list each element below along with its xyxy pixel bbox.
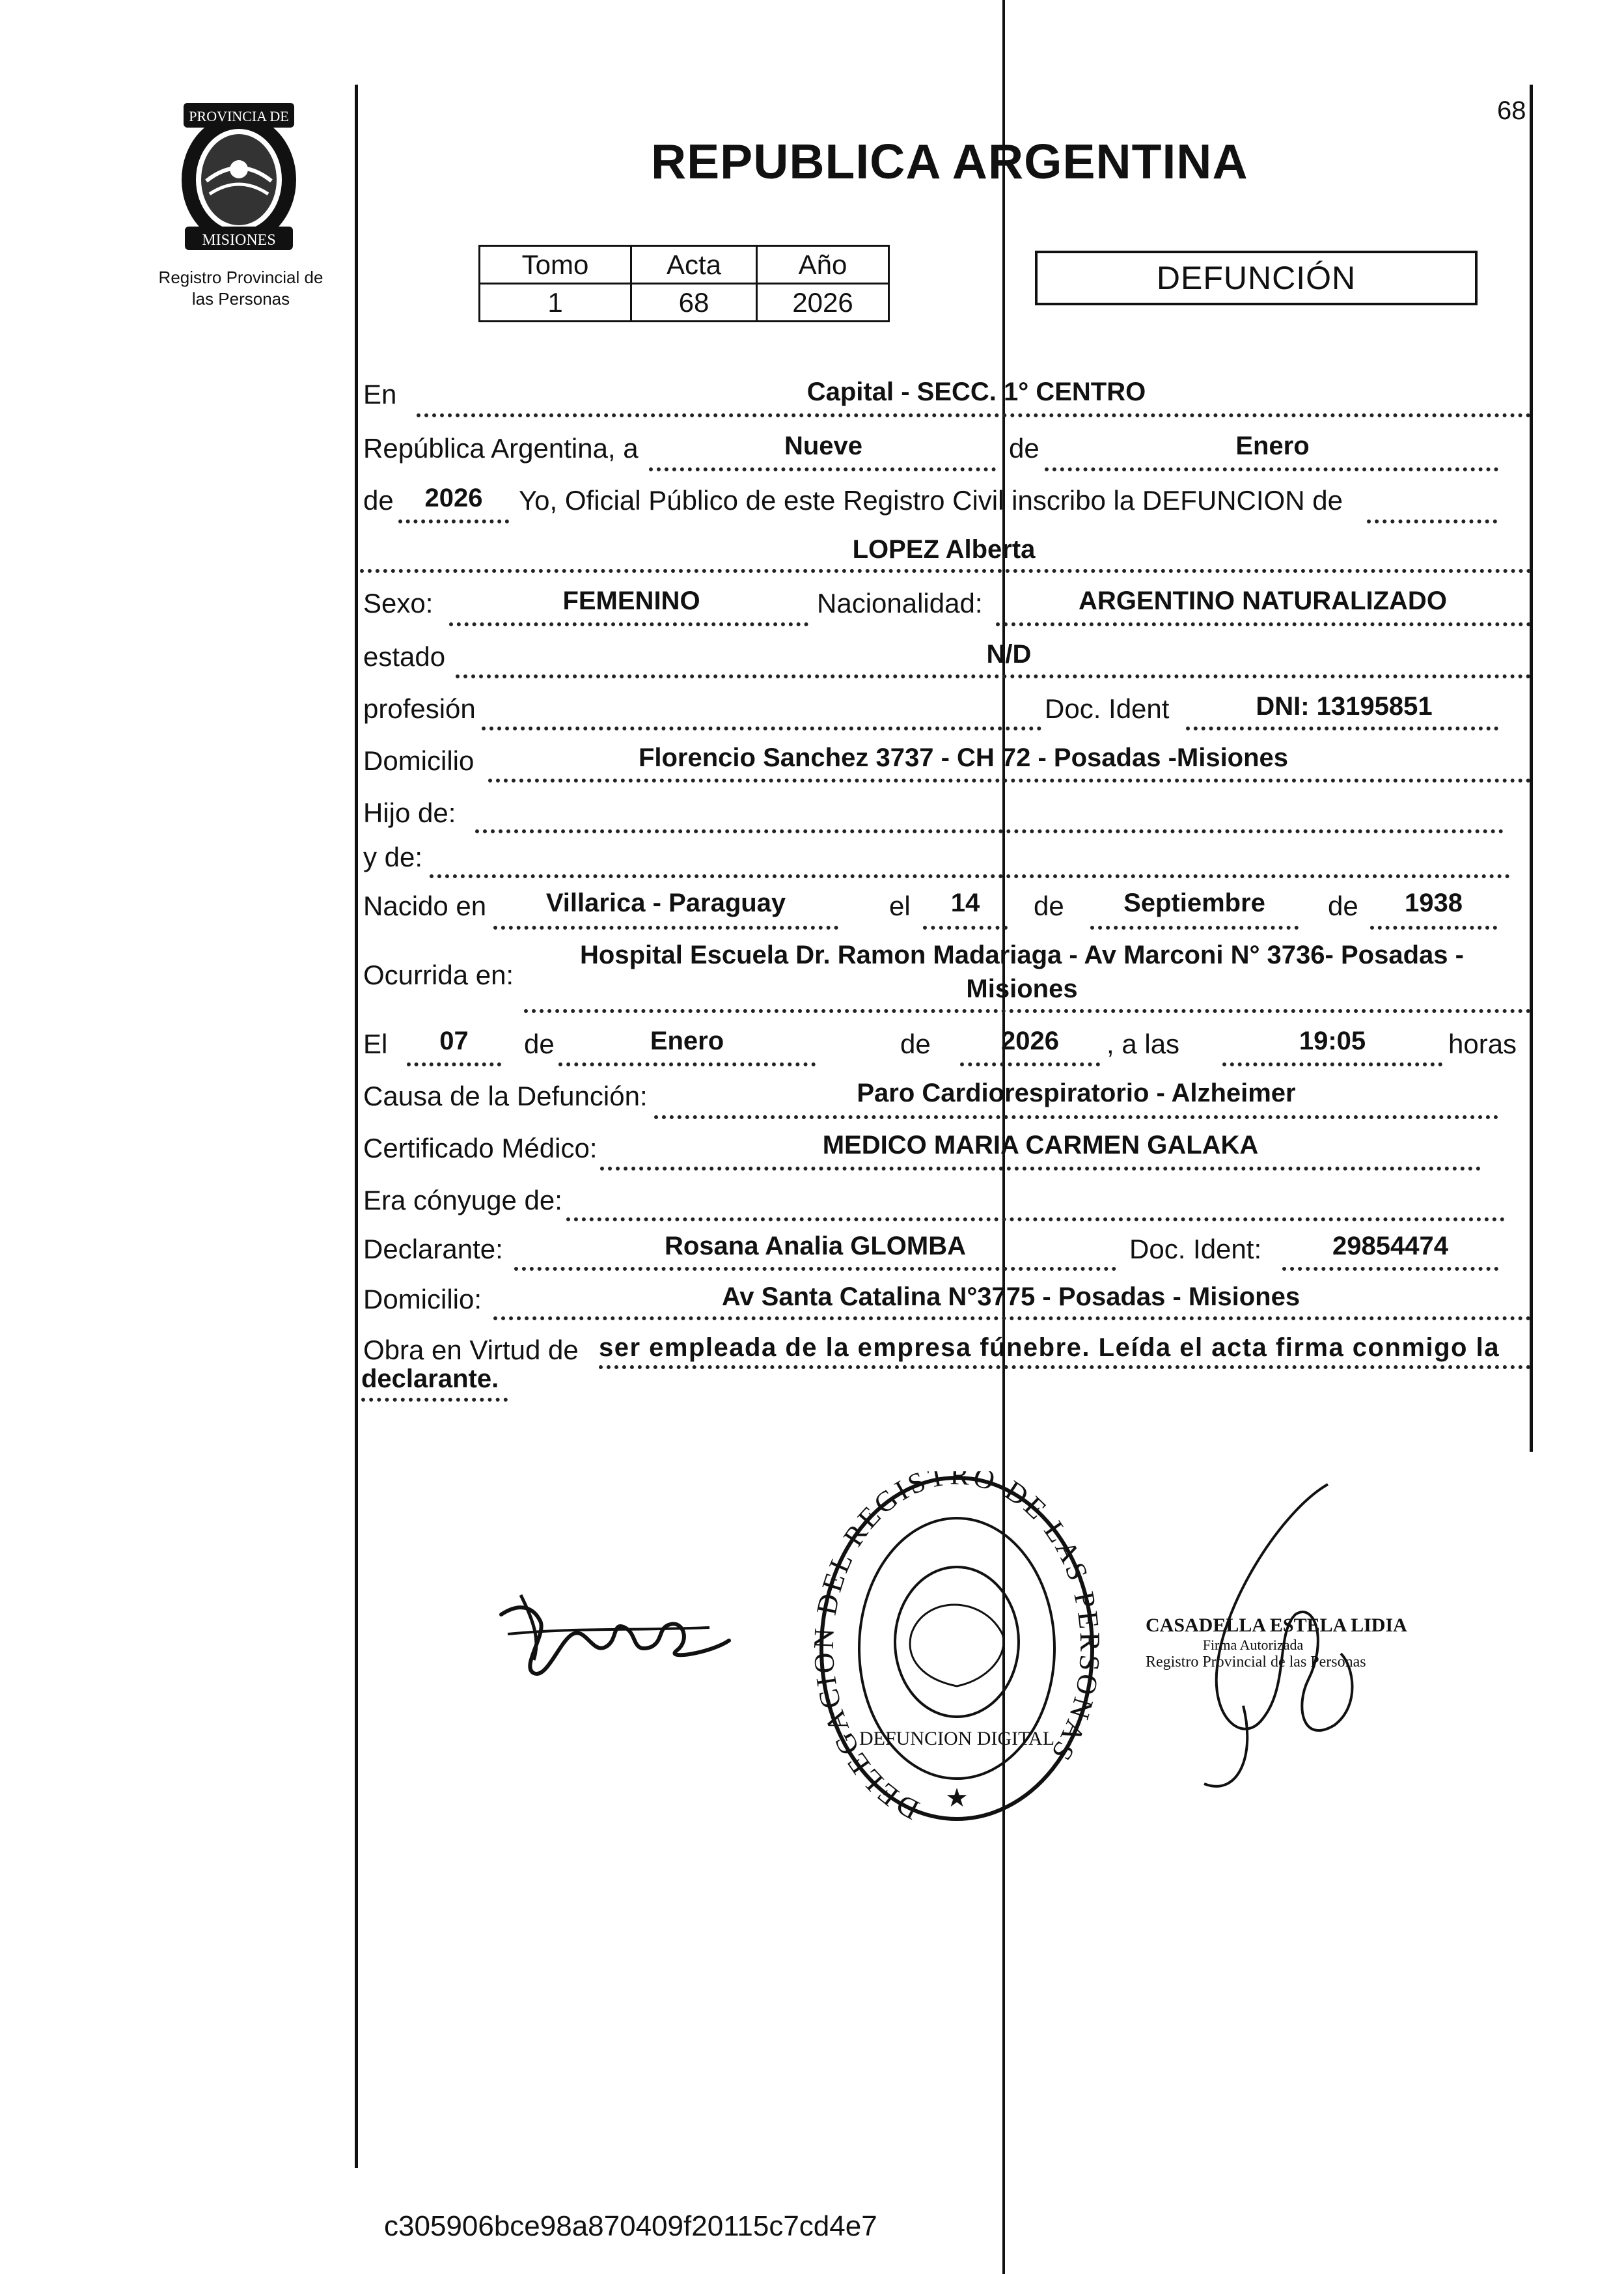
label-de-nac-anio: de (1328, 891, 1358, 921)
value-dni: DNI: 13195851 (1256, 692, 1433, 721)
rule-def-hora (1222, 1062, 1442, 1066)
svg-text:DELEGACIÓN DEL REGISTRO DE LAS: DELEGAC DEL REGISTRO DE LAS P NAS (814, 1471, 1100, 1826)
value-def-mes: Enero (650, 1027, 724, 1055)
value-sexo: FEMENINO (562, 587, 700, 615)
value-declarante: Rosana Analia GLOMBA (664, 1232, 967, 1260)
value-def-hora: 19:05 (1299, 1027, 1366, 1055)
rule-nacionalidad (996, 622, 1531, 626)
label-obra: Obra en Virtud de (363, 1335, 579, 1365)
label-nacido-en: Nacido en (363, 891, 487, 921)
label-republica: República Argentina, a (363, 433, 639, 464)
province-emblem (171, 96, 307, 253)
value-nacionalidad: ARGENTINO NATURALIZADO (1079, 587, 1447, 615)
doc-type-box: DEFUNCIÓN (1035, 251, 1478, 305)
label-causa: Causa de la Defunción: (363, 1081, 648, 1111)
rule-anio (398, 520, 509, 523)
svg-text:★: ★ (945, 1784, 969, 1812)
official-office: Registro Provincial de las Personas (1146, 1654, 1366, 1671)
page-number: 68 (1497, 96, 1526, 125)
declarant-signature (495, 1562, 755, 1693)
label-el-def: El (363, 1029, 388, 1059)
rule-sexo (449, 622, 808, 626)
svg-text:PROVINCIA DE: PROVINCIA DE (189, 108, 289, 124)
rule-dia (649, 467, 996, 471)
official-name-stamp (1146, 1615, 1419, 1671)
label-doc-ident: Doc. Ident (1045, 693, 1170, 724)
label-profesion: profesión (363, 693, 476, 724)
value-declarante-domicilio: Av Santa Catalina N°3775 - Posadas - Misiones (721, 1283, 1301, 1311)
value-lugar: Capital - SECC. 1° CENTRO (806, 378, 1146, 406)
org-name (133, 267, 348, 310)
label-sexo: Sexo: (363, 588, 434, 618)
svg-text:DEFUNCION DIGITAL: DEFUNCION DIGITAL (859, 1728, 1055, 1749)
rule-dni (1186, 727, 1498, 730)
td-anio: 2026 (757, 284, 889, 322)
value-obra-2: declarante. (361, 1365, 499, 1393)
value-causa: Paro Cardiorespiratorio - Alzheimer (857, 1079, 1296, 1107)
label-certificado: Certificado Médico: (363, 1133, 598, 1163)
rule-causa (654, 1115, 1498, 1119)
th-acta: Acta (631, 246, 757, 284)
label-conyuge: Era cónyuge de: (363, 1185, 562, 1215)
rule-estado (456, 674, 1531, 678)
rule-declarante (514, 1267, 1116, 1271)
value-def-anio: 2026 (1001, 1027, 1059, 1055)
rule-certificado (600, 1167, 1481, 1171)
value-estado: N/D (986, 640, 1032, 669)
rule-nac-anio (1370, 926, 1497, 930)
rule-mes (1045, 467, 1498, 471)
label-nacionalidad: Nacionalidad: (817, 588, 983, 618)
value-nac-anio: 1938 (1405, 889, 1463, 917)
rule-yo-end (1367, 520, 1497, 523)
td-acta: 68 (631, 284, 757, 322)
rule-y-de (430, 874, 1510, 878)
official-role: Firma Autorizada (1202, 1637, 1304, 1653)
official-name: CASADELLA ESTELA LIDIA (1146, 1615, 1407, 1636)
label-de-def-mes: de (524, 1029, 555, 1059)
country-title: REPUBLICA ARGENTINA (651, 134, 1248, 189)
right-margin-line (1530, 85, 1533, 1452)
rule-obra-1 (599, 1365, 1531, 1369)
value-ocurrida-2: Misiones (966, 975, 1078, 1003)
rule-domicilio-decl (493, 1316, 1531, 1320)
document-hash: c305906bce98a870409f20115c7cd4e7 (384, 2210, 877, 2242)
label-doc-ident-decl: Doc. Ident: (1129, 1234, 1262, 1264)
value-nombre: LOPEZ Alberta (852, 535, 1036, 564)
label-de-def-anio: de (900, 1029, 931, 1059)
label-el-nac: el (889, 891, 911, 921)
registry-seal (814, 1471, 1100, 1836)
rule-en (417, 413, 1531, 417)
rule-declarante-doc (1282, 1267, 1498, 1271)
label-estado: estado (363, 641, 446, 672)
rule-nac-mes (1090, 926, 1299, 930)
value-domicilio: Florencio Sanchez 3737 - CH 72 - Posadas -Misiones (638, 743, 1289, 772)
label-ocurrida-en: Ocurrida en: (363, 960, 514, 990)
rule-hijo-de (475, 829, 1504, 833)
label-domicilio: Domicilio (363, 745, 475, 776)
value-dia: Nueve (784, 432, 863, 460)
value-nac-mes: Septiembre (1123, 889, 1265, 917)
value-nac-dia: 14 (950, 889, 980, 917)
svg-text:MISIONES: MISIONES (202, 232, 276, 249)
left-margin-line (355, 85, 358, 2168)
value-nacido-en: Villarica - Paraguay (545, 889, 786, 917)
th-anio: Año (757, 246, 889, 284)
label-en: En (363, 379, 397, 409)
label-hijo-de: Hijo de: (363, 797, 456, 828)
label-de-mes: de (1009, 433, 1039, 464)
rule-ocurrida (524, 1009, 1531, 1013)
rule-def-anio (960, 1062, 1100, 1066)
rule-profesion (482, 727, 1041, 730)
label-de-nac-mes: de (1034, 891, 1064, 921)
value-anio: 2026 (424, 484, 483, 512)
label-de-anio: de (363, 485, 394, 516)
rule-nombre (360, 569, 1532, 573)
label-y-de: y de: (363, 842, 423, 872)
rule-nac-dia (923, 926, 1008, 930)
rule-def-mes (558, 1062, 816, 1066)
rule-conyuge (566, 1217, 1505, 1221)
value-obra-1: ser empleada de la empresa fúnebre. Leída el acta firma conmigo la (599, 1333, 1500, 1362)
label-domicilio-decl: Domicilio: (363, 1284, 482, 1314)
org-line-1: Registro Provincial de (158, 268, 323, 287)
label-horas: horas (1448, 1029, 1517, 1059)
label-a-las: , a las (1107, 1029, 1180, 1059)
td-tomo: 1 (480, 284, 631, 322)
org-line-2: las Personas (191, 289, 290, 309)
rule-obra-2 (361, 1398, 508, 1402)
th-tomo: Tomo (480, 246, 631, 284)
label-yo-oficial: Yo, Oficial Público de este Registro Civil inscribo la DEFUNCION de (519, 485, 1343, 516)
rule-def-dia (407, 1062, 501, 1066)
rule-domicilio (488, 779, 1531, 783)
value-certificado: MEDICO MARIA CARMEN GALAKA (822, 1131, 1259, 1159)
value-def-dia: 07 (439, 1027, 469, 1055)
value-declarante-doc: 29854474 (1332, 1232, 1448, 1260)
label-declarante: Declarante: (363, 1234, 503, 1264)
register-table (478, 245, 890, 322)
rule-nacido-en (493, 926, 838, 930)
value-mes: Enero (1235, 432, 1310, 460)
value-ocurrida-1: Hospital Escuela Dr. Ramon Madariaga - Av Marconi N° 3736- Posadas - (580, 941, 1464, 969)
